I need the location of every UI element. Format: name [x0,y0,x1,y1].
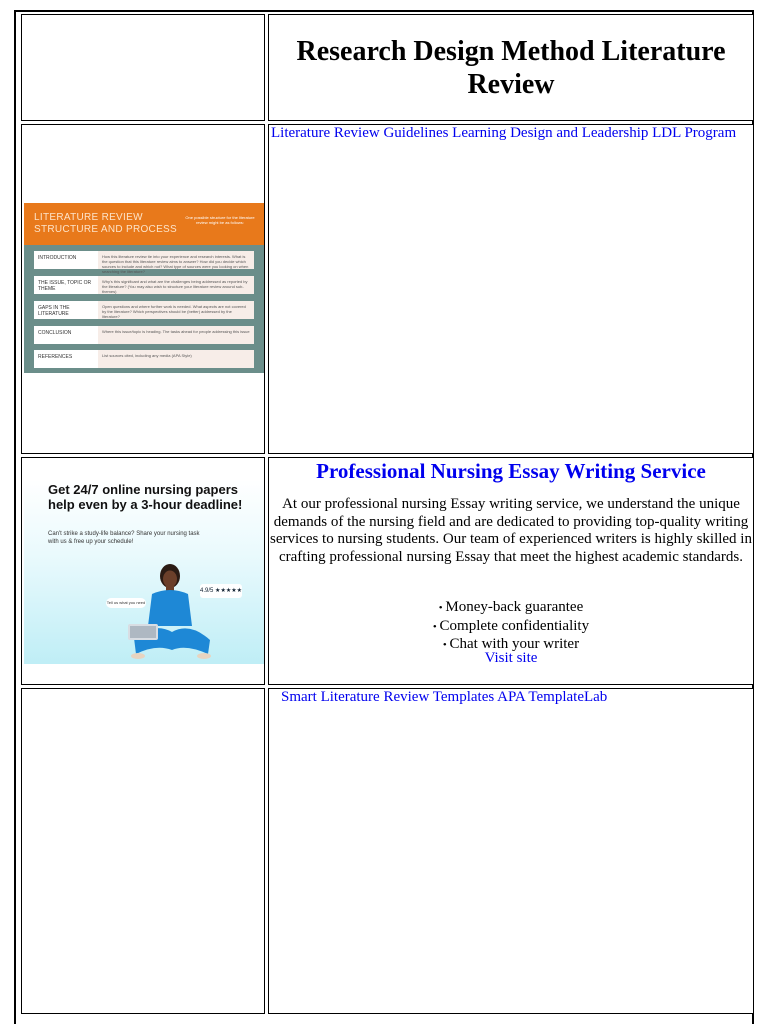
ad-subtext: Can't strike a study-life balance? Share your nursing task with us & free up your schedule! [48,531,200,545]
page-title: Research Design Method Literature Review [296,36,726,100]
lr-row-value: How this literature review tie into your experience and research interests. What is the question that this literature review aims to answer? How did you decide which sources to include and which not? What type of sources were you looking on when searching the literature? [102,254,249,274]
visit-site-link[interactable]: Visit site [484,650,538,666]
template-image-cell [21,688,265,1014]
lr-image-header [24,203,264,245]
service-description: At our professional nursing Essay writing service, we understand the unique demands of the nursing field and are dedicated to providing top-quality writing services to nursing students. Our team of experienced writers is highly skilled in crafting professional nursing Essay that meet the highest academic standards. [270,496,752,565]
ad-headline: Get 24/7 online nursing papers help even by a 3-hour deadline! [48,482,243,512]
service-cell [268,457,754,685]
lr-image-row [34,251,254,274]
lr-image-cell [21,124,265,454]
ad-chat-badge: Tell us what you need [106,598,146,608]
literature-review-guidelines-link[interactable]: Literature Review Guidelines Learning Design and Leadership LDL Program [271,125,737,141]
lr-image-heading: LITERATURE REVIEW STRUCTURE AND PROCESS [34,212,177,235]
ad-rating-badge: 4.9/5 ★★★★★ [200,584,242,598]
lr-link-cell [268,124,754,454]
lr-image-note: One possible structure for the literature review might be as follows: [185,215,255,225]
lr-row-value: Open questions and where further work is needed. What aspects are not covered by the literature? Which perspectives should be (better) addressed by the literature? [102,304,246,319]
nursing-ad-image[interactable] [24,480,264,664]
feature-item: • Complete confidentiality [269,618,753,637]
template-link-cell [268,688,754,1014]
lr-row-key: THE ISSUE, TOPIC OR THEME [34,276,98,294]
service-features-list [269,599,753,655]
lr-row-value: Where this issue/topic is heading. The tasks ahead for people addressing this issue [102,329,250,334]
header-title-cell [268,14,754,121]
templatelab-link[interactable]: Smart Literature Review Templates APA TemplateLab [281,689,608,705]
lr-row-value: Why's this significant and what are the challenges being addressed as reported by the literature? (You may also wish to structure your literature review around sub-themes) [102,279,248,294]
visit-site-wrap [269,650,753,668]
lr-row-key: GAPS IN THE LITERATURE [34,301,98,319]
lr-row-value: List sources cited, including any media (APA Style) [102,353,192,358]
lr-row-key: INTRODUCTION [34,251,98,269]
lr-row-key: CONCLUSION [34,326,98,344]
lr-image-row [34,350,254,368]
results-table [14,10,754,1024]
nurse-illustration-icon [124,560,214,664]
literature-review-structure-image[interactable] [24,203,264,373]
service-title-link[interactable]: Professional Nursing Essay Writing Service [316,459,706,483]
feature-item: • Chat with your writer [269,636,753,655]
lr-image-row [34,301,254,319]
feature-item: • Money-back guarantee [269,599,753,618]
ad-image-cell [21,457,265,685]
lr-image-row [34,326,254,344]
header-empty-cell [21,14,265,121]
lr-image-row [34,276,254,294]
lr-row-key: REFERENCES [34,350,98,368]
